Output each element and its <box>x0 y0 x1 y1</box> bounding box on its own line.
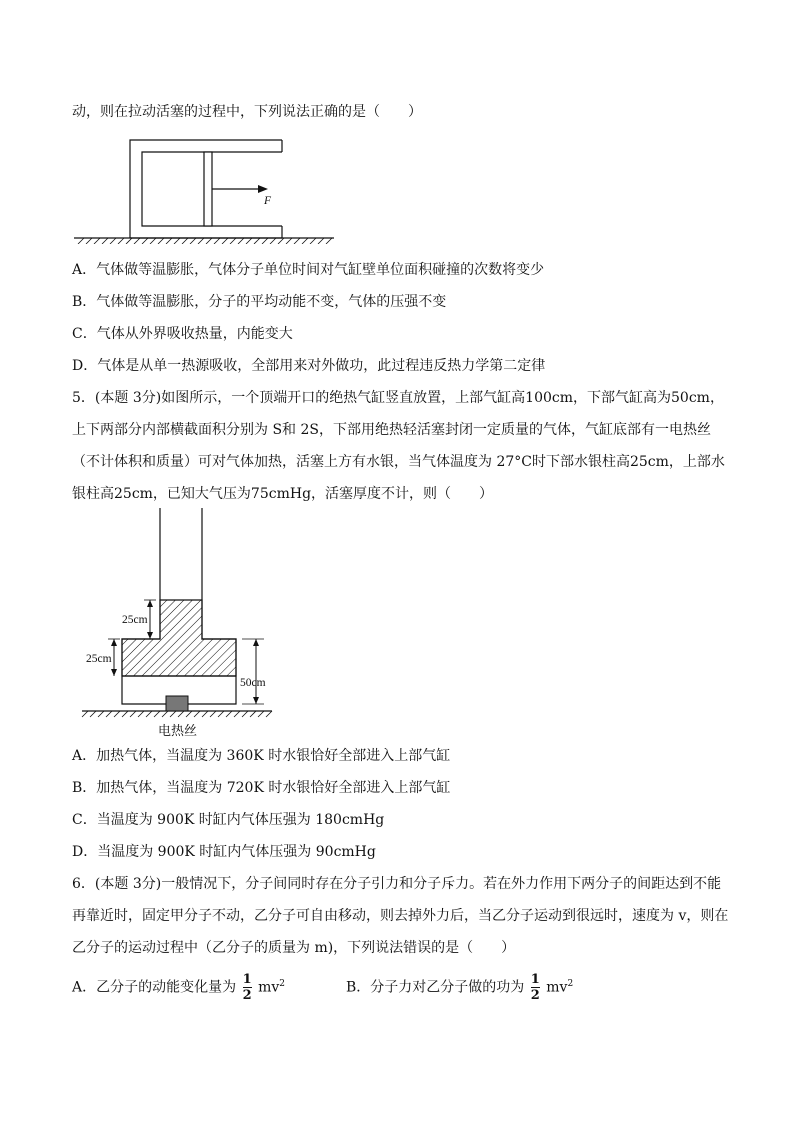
q4-option-c: C．气体从外界吸收热量，内能变大 <box>72 326 293 342</box>
q5-option-d: D．当温度为 900K 时缸内气体压强为 90cmHg <box>72 844 376 860</box>
q6-option-a: A．乙分子的动能变化量为 $\frac{1}{2}$ $mv^2$ <box>72 972 285 1004</box>
q6-option-b-text: B．分子力对乙分子做的功为 <box>346 979 525 996</box>
q5-option-c: C．当温度为 900K 时缸内气体压强为 180cmHg <box>72 812 385 828</box>
q6-option-a-mv: mv <box>258 979 280 996</box>
label-lower-25cm: 25cm <box>86 653 112 665</box>
force-label: F <box>264 195 272 207</box>
q4-option-b: B．气体做等温膨胀，分子的平均动能不变，气体的压强不变 <box>72 294 447 310</box>
q4-option-d: D．气体是从单一热源吸收，全部用来对外做功，此过程违反热力学第二定律 <box>72 358 546 374</box>
fraction: $\frac{1}{2}$ <box>242 972 252 1004</box>
q6-stem-line-3: 乙分子的运动过程中（乙分子的质量为 m)，下列说法错误的是（ ） <box>72 940 516 956</box>
q5-stem-line-4: 银柱高25cm，已知大气压为75cmHg，活塞厚度不计，则（ ） <box>72 486 494 502</box>
q6-option-b-mv: mv <box>546 979 568 996</box>
q6-stem-line-1: 6．(本题 3分)一般情况下，分子间同时存在分子引力和分子斥力。若在外力作用下两分子的间距达到不能 <box>72 876 722 892</box>
q6-option-a-text: A．乙分子的动能变化量为 <box>72 979 237 996</box>
q4-piston-figure <box>72 134 342 244</box>
q5-option-b: B．加热气体，当温度为 720K 时水银恰好全部进入上部气缸 <box>72 780 451 796</box>
q4-stem: 动，则在拉动活塞的过程中，下列说法正确的是（ ） <box>72 104 422 120</box>
q4-option-a: A．气体做等温膨胀，气体分子单位时间对气缸壁单位面积碰撞的次数将变少 <box>72 262 545 278</box>
q6-stem-line-2: 再靠近时，固定甲分子不动，乙分子可自由移动，则去掉外力后，当乙分子运动到很远时，速度为 v，则在 <box>72 908 729 924</box>
q5-stem-line-1: 5．(本题 3分)如图所示，一个顶端开口的绝热气缸竖直放置，上部气缸高100cm，下部气缸高为50cm， <box>72 390 724 406</box>
q5-stem-line-2: 上下两部分内部横截面积分别为 S和 2S，下部用绝热轻活塞封闭一定质量的气体，气缸底部有一电热丝 <box>72 422 711 438</box>
q5-cylinder-figure <box>72 508 302 740</box>
label-right-50cm: 50cm <box>240 677 266 689</box>
q5-stem-line-3: （不计体积和质量）可对气体加热，活塞上方有水银，当气体温度为 27°C时下部水银柱高25cm，上部水 <box>72 454 725 470</box>
heater-caption: 电热丝 <box>158 724 198 739</box>
q6-option-b: B．分子力对乙分子做的功为 $\frac{1}{2}$ $mv^2$ <box>346 972 574 1004</box>
q5-option-a: A．加热气体，当温度为 360K 时水银恰好全部进入上部气缸 <box>72 748 451 764</box>
label-upper-25cm: 25cm <box>122 614 148 626</box>
fraction: $\frac{1}{2}$ <box>530 972 540 1004</box>
